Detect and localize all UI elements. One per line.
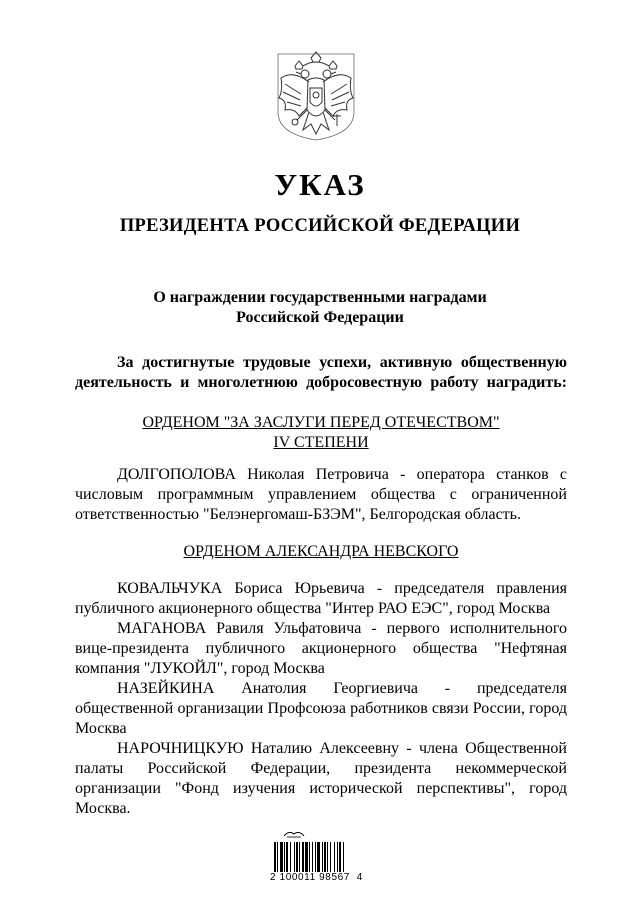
order-heading-2 bbox=[75, 542, 567, 562]
decree-heading bbox=[60, 288, 580, 328]
barcode-number: 2 100011 98567 4 bbox=[270, 872, 363, 883]
order-1-name-line-2: IV СТЕПЕНИ bbox=[273, 434, 369, 451]
order-1-name-line-1: ОРДЕНОМ "ЗА ЗАСЛУГИ ПЕРЕД ОТЕЧЕСТВОМ" bbox=[142, 414, 500, 431]
order-2-name-line-1: ОРДЕНОМ АЛЕКСАНДРА НЕВСКОГО bbox=[183, 543, 459, 560]
heading-line-2: Российской Федерации bbox=[236, 309, 404, 326]
recipient-entry: МАГАНОВА Равиля Ульфатовича - первого исполнительного вице-президента публичного акционерного общества "Нефтяная компания "ЛУКОЙЛ", город Москва bbox=[75, 620, 567, 677]
coat-of-arms-icon bbox=[275, 50, 357, 142]
recipient-entry: ДОЛГОПОЛОВА Николая Петровича - оператора станков с числовым программным управлением общества с ограниченной ответственностью "Белэнергомаш-БЗЭМ", Белгородская область. bbox=[75, 466, 567, 523]
recipient-entry: КОВАЛЬЧУКА Бориса Юрьевича - председателя правления публичного акционерного общества "Интер РАО ЕЭС", город Москва bbox=[75, 580, 567, 617]
recipient-entry: НАЗЕЙКИНА Анатолия Георгиевича - председателя общественной организации Профсоюза работников связи России, город Москва bbox=[75, 680, 567, 737]
decree-subtitle: ПРЕЗИДЕНТА РОССИЙСКОЙ ФЕДЕРАЦИИ bbox=[119, 216, 521, 236]
intro-text: За достигнутые трудовые успехи, активную общественную деятельность и многолетнюю добросовестную работу наградить: bbox=[75, 354, 567, 391]
decree-intro bbox=[75, 353, 567, 393]
recipient-entry: НАРОЧНИЦКУЮ Наталию Алексеевну - члена Общественной палаты Российской Федерации, президента некоммерческой организации "Фонд изучения исторической перспективы", город Москва. bbox=[75, 740, 567, 817]
barcode-icon bbox=[274, 840, 366, 876]
order-1-recipients bbox=[75, 465, 567, 525]
order-2-recipients bbox=[75, 579, 567, 819]
order-heading-1 bbox=[75, 413, 567, 453]
decree-title: УКАЗ bbox=[274, 167, 366, 202]
heading-line-1: О награждении государственными наградами bbox=[153, 289, 487, 306]
publisher-mark-icon bbox=[283, 828, 305, 838]
